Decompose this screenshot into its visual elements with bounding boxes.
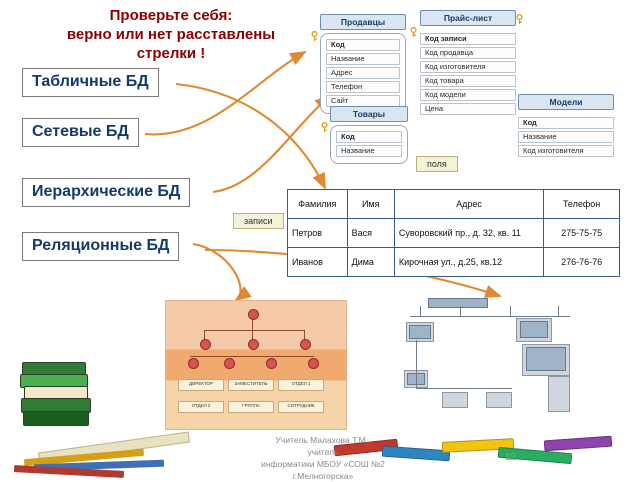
printer-icon xyxy=(486,392,512,408)
table-cell-lastname: Иванов xyxy=(288,248,348,277)
schema-panel-title: Модели xyxy=(518,94,614,110)
schema-panel-fields xyxy=(320,33,406,114)
credit-line-4: г.Мелногорска» xyxy=(292,471,354,481)
book xyxy=(23,411,89,426)
schema-panel-modeli xyxy=(518,94,614,159)
table-col-header-firstname: Имя xyxy=(347,190,394,219)
page-title-line-3: стрелки ! xyxy=(136,45,206,62)
schema-field: Код изготовителя xyxy=(518,145,614,157)
table-cell-phone: 275-75-75 xyxy=(544,219,620,248)
schema-field: Код записи xyxy=(420,33,516,45)
books-image xyxy=(18,352,114,430)
table-col-header-phone: Телефон xyxy=(544,190,620,219)
tree-node xyxy=(188,358,199,369)
table-cell-address: Суворовский пр., д. 32, кв. 11 xyxy=(394,219,543,248)
label-box-network[interactable]: Сетевые БД xyxy=(22,118,139,147)
schema-panel-title: Продавцы xyxy=(320,14,406,30)
marker xyxy=(544,436,613,452)
tree-node xyxy=(224,358,235,369)
page-title xyxy=(36,6,306,63)
credit-line-1: Учитель Малахова Т.М., xyxy=(275,435,371,445)
tree-node xyxy=(200,339,211,350)
table-col-header-lastname: Фамилия xyxy=(288,190,348,219)
tree-node xyxy=(300,339,311,350)
table-cell-firstname: Вася xyxy=(347,219,394,248)
schema-field: Код товара xyxy=(420,75,516,87)
schema-panel-prodavtsy xyxy=(320,14,406,114)
network-diagram-image xyxy=(398,296,598,428)
key-icon xyxy=(515,14,524,25)
table-cell-lastname: Петров xyxy=(288,219,348,248)
table-header-row xyxy=(288,190,620,219)
schema-field: Цена xyxy=(420,103,516,115)
schema-field: Код xyxy=(326,39,400,51)
credit-line-2: учитель xyxy=(307,447,339,457)
schema-panel-title: Товары xyxy=(330,106,408,122)
schema-panel-tovary xyxy=(330,106,408,164)
tree-label: ЗАМЕСТИТЕЛЬ xyxy=(228,379,274,391)
table-row xyxy=(288,219,620,248)
schema-field: Сайт xyxy=(326,95,400,107)
schema-field: Код xyxy=(518,117,614,129)
server-icon xyxy=(548,376,570,412)
pencils-image xyxy=(14,432,214,478)
hierarchical-tree-image xyxy=(165,300,347,430)
label-box-tabular[interactable]: Табличные БД xyxy=(22,68,159,97)
table-cell-firstname: Дима xyxy=(347,248,394,277)
label-box-hierarchical[interactable]: Иерархические БД xyxy=(22,178,190,207)
tree-node xyxy=(266,358,277,369)
schema-field: Код xyxy=(336,131,402,143)
tree-node xyxy=(308,358,319,369)
relational-table xyxy=(287,189,620,277)
schema-field: Название xyxy=(518,131,614,143)
label-box-relational[interactable]: Реляционные БД xyxy=(22,232,179,261)
tree-label: СОТРУДНИК xyxy=(278,401,324,413)
table-row xyxy=(288,248,620,277)
tree-label: ОТДЕЛ 2 xyxy=(178,401,224,413)
schema-panel-fields xyxy=(420,29,516,115)
schema-field: Название xyxy=(326,53,400,65)
schema-panel-title: Прайс-лист xyxy=(420,10,516,26)
key-icon xyxy=(320,122,329,133)
table-col-header-address: Адрес xyxy=(394,190,543,219)
schema-field: Код модели xyxy=(420,89,516,101)
table-cell-phone: 276-76-76 xyxy=(544,248,620,277)
schema-panel-fields xyxy=(518,113,614,157)
schema-panel-price-list xyxy=(420,10,516,117)
tree-label: ДИРЕКТОР xyxy=(178,379,224,391)
credit-line-3: информатики МБОУ «СОШ №2 xyxy=(261,459,385,469)
printer-icon xyxy=(442,392,468,408)
callout-records: записи xyxy=(233,213,284,229)
schema-field: Телефон xyxy=(326,81,400,93)
page-title-line-2: верно или нет расставлены xyxy=(66,26,276,43)
key-icon xyxy=(310,31,319,42)
key-icon xyxy=(409,27,418,38)
tree-node xyxy=(248,339,259,350)
schema-field: Код продавца xyxy=(420,47,516,59)
tree-node xyxy=(248,309,259,320)
schema-field: Код изготовителя xyxy=(420,61,516,73)
tree-label: ОТДЕЛ 1 xyxy=(278,379,324,391)
schema-field: Адрес xyxy=(326,67,400,79)
credit-text xyxy=(228,434,418,482)
page-number: 12 xyxy=(505,452,517,463)
table-cell-address: Кирочная ул., д.25, кв.12 xyxy=(394,248,543,277)
network-bus xyxy=(428,298,488,308)
schema-field: Название xyxy=(336,145,402,157)
callout-fields: поля xyxy=(416,156,458,172)
page-title-line-1: Проверьте себя: xyxy=(109,7,233,24)
tree-label: ГРУППА xyxy=(228,401,274,413)
schema-panel-fields xyxy=(330,125,408,164)
